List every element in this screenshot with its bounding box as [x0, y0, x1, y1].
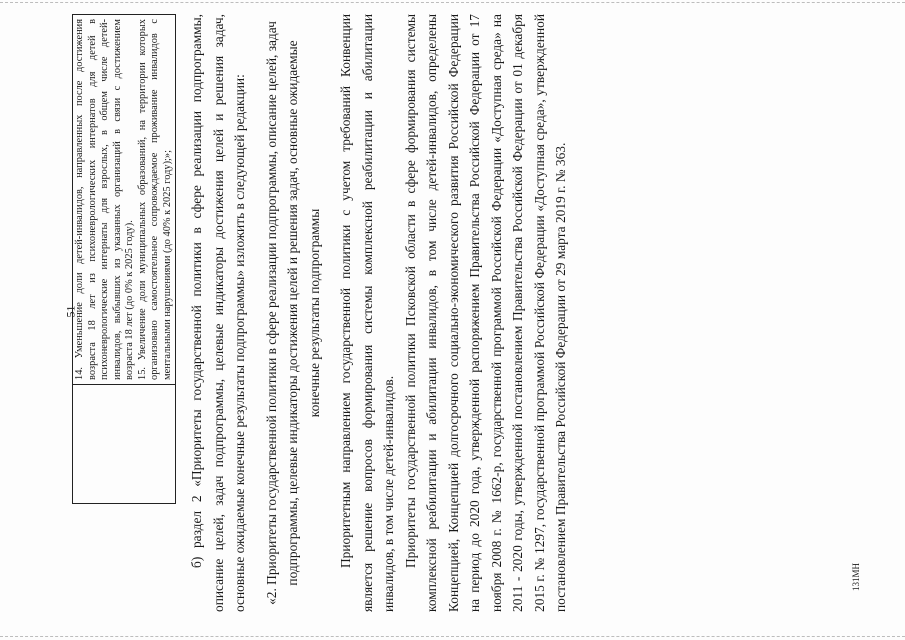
goals-table	[72, 14, 176, 504]
goal-item-15: 15. Увеличение доли муниципальных образований, на территории которых организовано самостоятельное сопровождаемое проживание инвалидов с ментальными нарушениями (до 40% к 2025 году);»;	[136, 19, 173, 380]
paragraph-priorities-region: Приоритеты государственной политики Псковской области в сфере формирования системы комплексной реабилитации и абилитации инвалидов, в том числе детей-инвалидов, определены Концепцией, Концепцией долгосрочного социально-экономического развития Российской Федерации на период до 2020 года, утвержденной распоряжением Правительства Российской Федерации от 17 ноября 2008 г. № 1662-р, государственной программой Российской Федерации «Доступная среда» на 2011 - 2020 годы, утвержденной постановлением Правительства Российской Федерации от 01 декабря 2015 г. № 1297, государственной программой Российской Федерации «Доступная среда», утвержденной постановлением Правительства Российской Федерации от 29 марта 2019 г. № 363.	[402, 14, 568, 612]
paragraph-priority: Приоритетным направлением государственной политики с учетом требований Конвенции является решение вопросов формирования системы комплексной реабилитации и абилитации инвалидов, в том числе детей-инвалидов.	[338, 14, 396, 612]
table-row	[73, 15, 176, 504]
paragraph-b: б) раздел 2 «Приоритеты государственной политики в сфере реализации подпрограммы, описание целей, задач подпрограммы, целевые индикаторы достижения целей и решения задач, основные ожидаемые конечные результаты подпрограммы» изложить в следующей редакции:	[189, 14, 247, 612]
scan-edge-bottom	[0, 636, 905, 637]
footer-code: 131МН	[851, 563, 861, 592]
page-number: 51	[63, 305, 78, 318]
goal-item-14: 14. Уменьшение доли детей-инвалидов, направленных после достижения возраста 18 лет из психоневрологических интернатов для детей в психоневрологические интернаты для взрослых, в общем числе детей-инвалидов, выбывших из указанных организаций в связи с достижением возраста 18 лет (до 0% к 2025 году).	[74, 19, 135, 380]
table-cell-goals	[73, 15, 176, 385]
section-heading: «2. Приоритеты государственной политики в сфере реализации подпрограммы, описание целей, задач подпрограммы, целевые индикаторы достижения целей и решения задач, основные ожидаемые конечные результаты подпрограммы	[263, 21, 322, 605]
scan-edge-top	[0, 2, 905, 3]
table-cell-empty	[73, 385, 176, 504]
rotated-content	[72, 14, 822, 612]
